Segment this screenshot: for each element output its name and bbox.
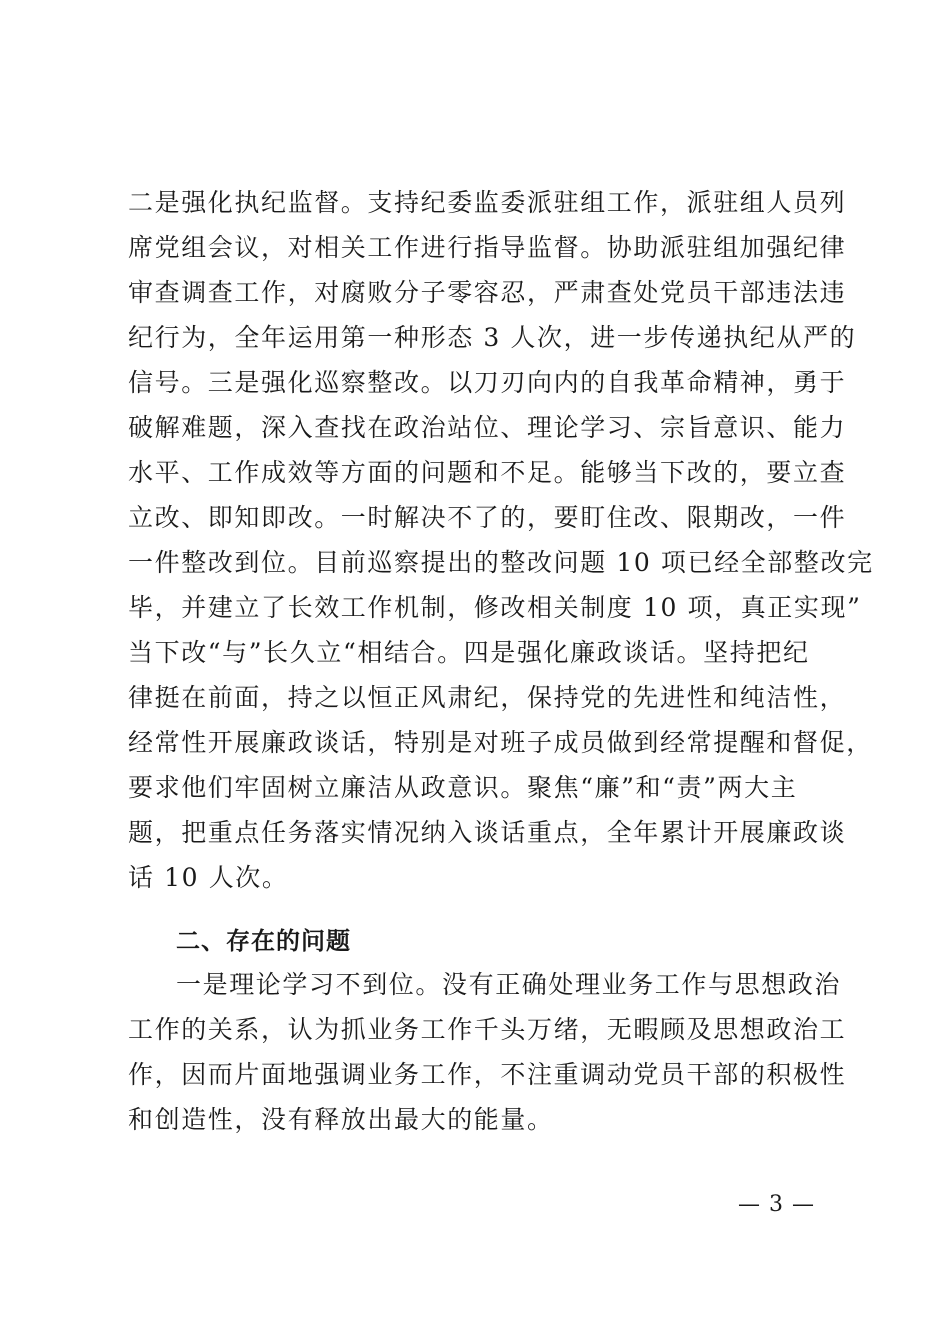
body-text-line: 要求他们牢固树立廉洁从政意识。聚焦“廉”和“责”两大主 bbox=[128, 773, 798, 802]
body-text-line: 席党组会议，对相关工作进行指导监督。协助派驻组加强纪律 bbox=[128, 233, 847, 262]
body-text-line: 一件整改到位。目前巡察提出的整改问题 10 项已经全部整改完 bbox=[128, 548, 874, 577]
body-text-line: 题，把重点任务落实情况纳入谈话重点，全年累计开展廉政谈 bbox=[128, 818, 847, 847]
body-text-line: 水平、工作成效等方面的问题和不足。能够当下改的，要立查 bbox=[128, 458, 847, 487]
body-text-line: 审查调查工作，对腐败分子零容忍，严肃查处党员干部违法违 bbox=[128, 278, 847, 307]
body-text-line: 工作的关系，认为抓业务工作千头万绪，无暇顾及思想政治工 bbox=[128, 1015, 847, 1044]
section-heading: 二、存在的问题 bbox=[176, 927, 351, 955]
body-text-line: 一是理论学习不到位。没有正确处理业务工作与思想政治 bbox=[176, 970, 842, 999]
body-text-line: 当下改“与”长久立“相结合。四是强化廉政谈话。坚持把纪 bbox=[128, 638, 810, 667]
body-text-line: 破解难题，深入查找在政治站位、理论学习、宗旨意识、能力 bbox=[128, 413, 847, 442]
body-text-line: 立改、即知即改。一时解决不了的，要盯住改、限期改，一件 bbox=[128, 503, 847, 532]
body-text-line: 毕，并建立了长效工作机制，修改相关制度 10 项，真正实现” bbox=[128, 593, 862, 622]
body-text-line: 话 10 人次。 bbox=[128, 863, 289, 892]
body-text-line: 二是强化执纪监督。支持纪委监委派驻组工作，派驻组人员列 bbox=[128, 188, 847, 217]
body-text-line: 和创造性，没有释放出最大的能量。 bbox=[128, 1105, 554, 1134]
body-text-line: 纪行为，全年运用第一种形态 3 人次，进一步传递执纪从严的 bbox=[128, 323, 857, 352]
body-text-line: 作，因而片面地强调业务工作，不注重调动党员干部的积极性 bbox=[128, 1060, 847, 1089]
page-number: — 3 — bbox=[738, 1192, 815, 1217]
body-text-line: 律挺在前面，持之以恒正风肃纪，保持党的先进性和纯洁性， bbox=[128, 683, 847, 712]
body-text-line: 经常性开展廉政谈话，特别是对班子成员做到经常提醒和督促， bbox=[128, 728, 873, 757]
body-text-line: 信号。三是强化巡察整改。以刀刃向内的自我革命精神，勇于 bbox=[128, 368, 847, 397]
